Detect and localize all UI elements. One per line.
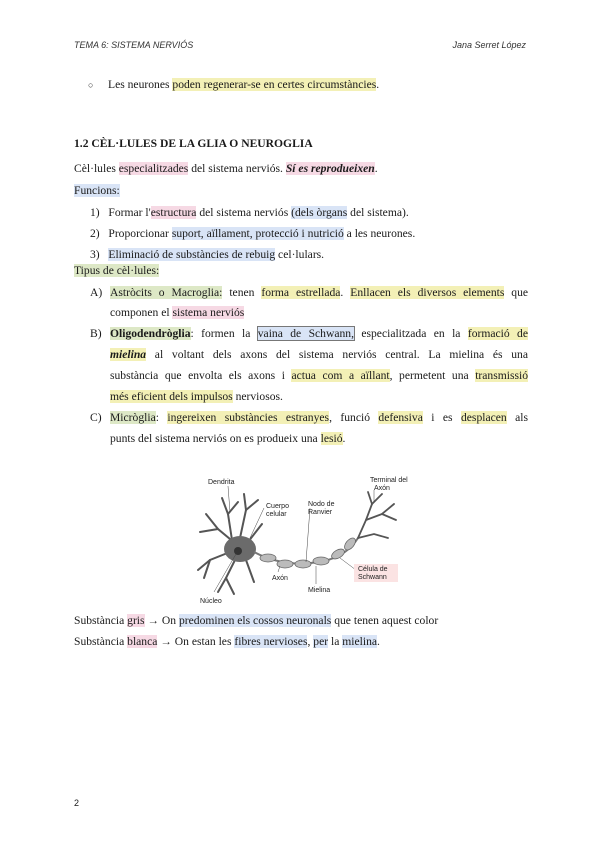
- type-c-letter: C): [90, 411, 102, 424]
- function-highlight-2: (dels òrgans: [291, 206, 348, 219]
- type-b-highlight-2: formació de: [467, 327, 528, 340]
- type-c-name: Micròglia: [110, 411, 156, 424]
- label-ranvier: Ranvier: [308, 509, 333, 516]
- white-text-2: ,: [307, 635, 314, 648]
- gray-highlight: gris: [127, 614, 145, 627]
- function-text-2: del sistema nerviós: [196, 206, 292, 219]
- type-b-mielina: mielina: [110, 348, 147, 361]
- type-b-text: : formen la: [190, 327, 258, 340]
- type-b-line-3: [110, 369, 528, 383]
- section-title: 1.2 CÈL·LULES DE LA GLIA O NEUROGLIA: [74, 137, 313, 150]
- function-text: cel·lulars.: [275, 248, 325, 261]
- gray-text: Substància: [74, 614, 128, 627]
- label-dendrita: Dendrita: [208, 479, 235, 486]
- type-a-line-2: [110, 306, 244, 320]
- white-text-3: la: [328, 635, 343, 648]
- type-c-line-2: [110, 432, 345, 446]
- type-c-highlight: ingereixen substàncies estranyes: [167, 411, 330, 424]
- functions-heading: [74, 184, 120, 198]
- label-celula: Célula de: [358, 566, 388, 573]
- white-highlight: blanca: [127, 635, 158, 648]
- type-b-highlight: vaina de Schwann,: [257, 327, 354, 340]
- label-nodo: Nodo de: [308, 501, 335, 508]
- type-a-line-1: [110, 286, 528, 300]
- nucleus: [234, 547, 242, 555]
- type-b-letter: B): [90, 327, 102, 340]
- type-c-text: :: [155, 411, 168, 424]
- desc-highlight: especialitzades: [118, 162, 189, 175]
- type-a-text-2: .: [340, 286, 351, 299]
- type-b-line-1: [110, 327, 528, 341]
- type-c-text-3: i es: [422, 411, 461, 424]
- label-celular: celular: [266, 511, 287, 518]
- type-b-text-6: nerviosos.: [232, 390, 283, 403]
- bullet-icon: ○: [88, 80, 94, 90]
- function-item-1: [90, 206, 409, 220]
- desc-text: Cèl·lules: [74, 162, 119, 175]
- gray-matter-line: [74, 614, 438, 628]
- types-heading-text: Tipus de cèl·lules:: [74, 264, 160, 277]
- gray-arrow-text: → On: [144, 614, 179, 627]
- type-c-highlight-2: defensiva: [378, 411, 423, 424]
- desc-emphasis: Sí es reprodueixen: [285, 162, 375, 175]
- type-c-highlight-3: desplacen: [460, 411, 507, 424]
- type-b-highlight-4: transmissió: [475, 369, 529, 382]
- type-c-text-4: als: [506, 411, 528, 424]
- function-highlight: estructura: [150, 206, 197, 219]
- label-schwann: Schwann: [358, 574, 387, 581]
- function-text: Proporcionar: [108, 227, 172, 240]
- neuron-svg: [188, 474, 414, 612]
- type-a-text-4: componen el: [110, 306, 173, 319]
- type-b-text-5: , permetent una: [389, 369, 476, 382]
- axon-terminals: [358, 492, 396, 538]
- function-text: Formar l': [108, 206, 151, 219]
- type-c-text-5: punts del sistema nerviós on es produeix una: [110, 432, 321, 445]
- intro-line: [108, 78, 379, 92]
- header-author: Jana Serret López: [452, 40, 526, 50]
- type-b-highlight-5: més eficient dels impulsos: [110, 390, 233, 403]
- white-highlight-2: fibres nervioses: [234, 635, 308, 648]
- function-num: 3): [90, 248, 100, 261]
- type-c-line-1: [110, 411, 528, 425]
- type-b-highlight-3: actua com a aïllant: [291, 369, 390, 382]
- label-nucleo: Núcleo: [200, 598, 222, 605]
- function-item-3: [90, 248, 324, 262]
- type-c-highlight-4: lesió: [320, 432, 343, 445]
- gray-highlight-2: predominen els cossos neuronals: [179, 614, 332, 627]
- function-text-3: del sistema).: [347, 206, 409, 219]
- type-a-letter: A): [90, 286, 103, 299]
- axon: [254, 536, 358, 568]
- function-highlight: Eliminació de substàncies de rebuig: [108, 248, 276, 261]
- function-num: 1): [90, 206, 100, 219]
- page-number: 2: [74, 798, 80, 808]
- section-description: [74, 162, 378, 176]
- function-highlight: suport, aïllament, protecció i nutrició: [171, 227, 344, 240]
- type-b-text-4: substància que envolta els axons i: [110, 369, 292, 382]
- type-a-text: tenen: [222, 286, 262, 299]
- white-matter-line: [74, 635, 380, 649]
- type-b-name: Oligodendròglia: [110, 327, 191, 340]
- label-cuerpo: Cuerpo: [266, 503, 289, 510]
- function-item-2: [90, 227, 415, 241]
- type-a-name: Astròcits o Macroglia:: [110, 286, 223, 299]
- label-mielina: Mielina: [308, 587, 331, 594]
- white-highlight-4: mielina: [342, 635, 378, 648]
- type-b-line-2: [110, 348, 528, 362]
- function-text-2: a les neurones.: [343, 227, 416, 240]
- functions-heading-text: Funcions:: [74, 184, 120, 197]
- function-num: 2): [90, 227, 100, 240]
- type-c-text-2: , funció: [329, 411, 379, 424]
- type-b-text-3: al voltant dels axons del sistema nerviós central. La mielina és una: [146, 348, 528, 361]
- label-terminal: Terminal del: [370, 477, 408, 484]
- type-a-highlight-2: Enllacen els diversos elements: [350, 286, 505, 299]
- header-title: TEMA 6: SISTEMA NERVIÓS: [74, 40, 194, 50]
- type-a-highlight: forma estrellada: [261, 286, 341, 299]
- types-heading: [74, 264, 159, 278]
- type-b-text-2: especialitzada en la: [353, 327, 468, 340]
- type-b-line-4: [110, 390, 283, 404]
- white-arrow-text: → On estan les: [157, 635, 235, 648]
- white-highlight-3: per: [313, 635, 329, 648]
- gray-text-2: que tenen aquest color: [331, 614, 439, 627]
- desc-text-2: del sistema nerviós.: [188, 162, 286, 175]
- label-axon: Axón: [272, 575, 288, 582]
- intro-text: Les neurones: [108, 78, 173, 91]
- type-a-highlight-3: sistema nerviós: [172, 306, 245, 319]
- white-text: Substància: [74, 635, 128, 648]
- desc-end: .: [374, 162, 378, 175]
- intro-highlight: poden regenerar-se en certes circumstàncies: [172, 78, 377, 91]
- label-axon-terminal: Axón: [374, 485, 390, 492]
- neuron-diagram: [188, 474, 414, 612]
- type-c-end: .: [342, 432, 346, 445]
- type-a-text-3: que: [504, 286, 529, 299]
- intro-end: .: [376, 78, 380, 91]
- white-end: .: [377, 635, 380, 648]
